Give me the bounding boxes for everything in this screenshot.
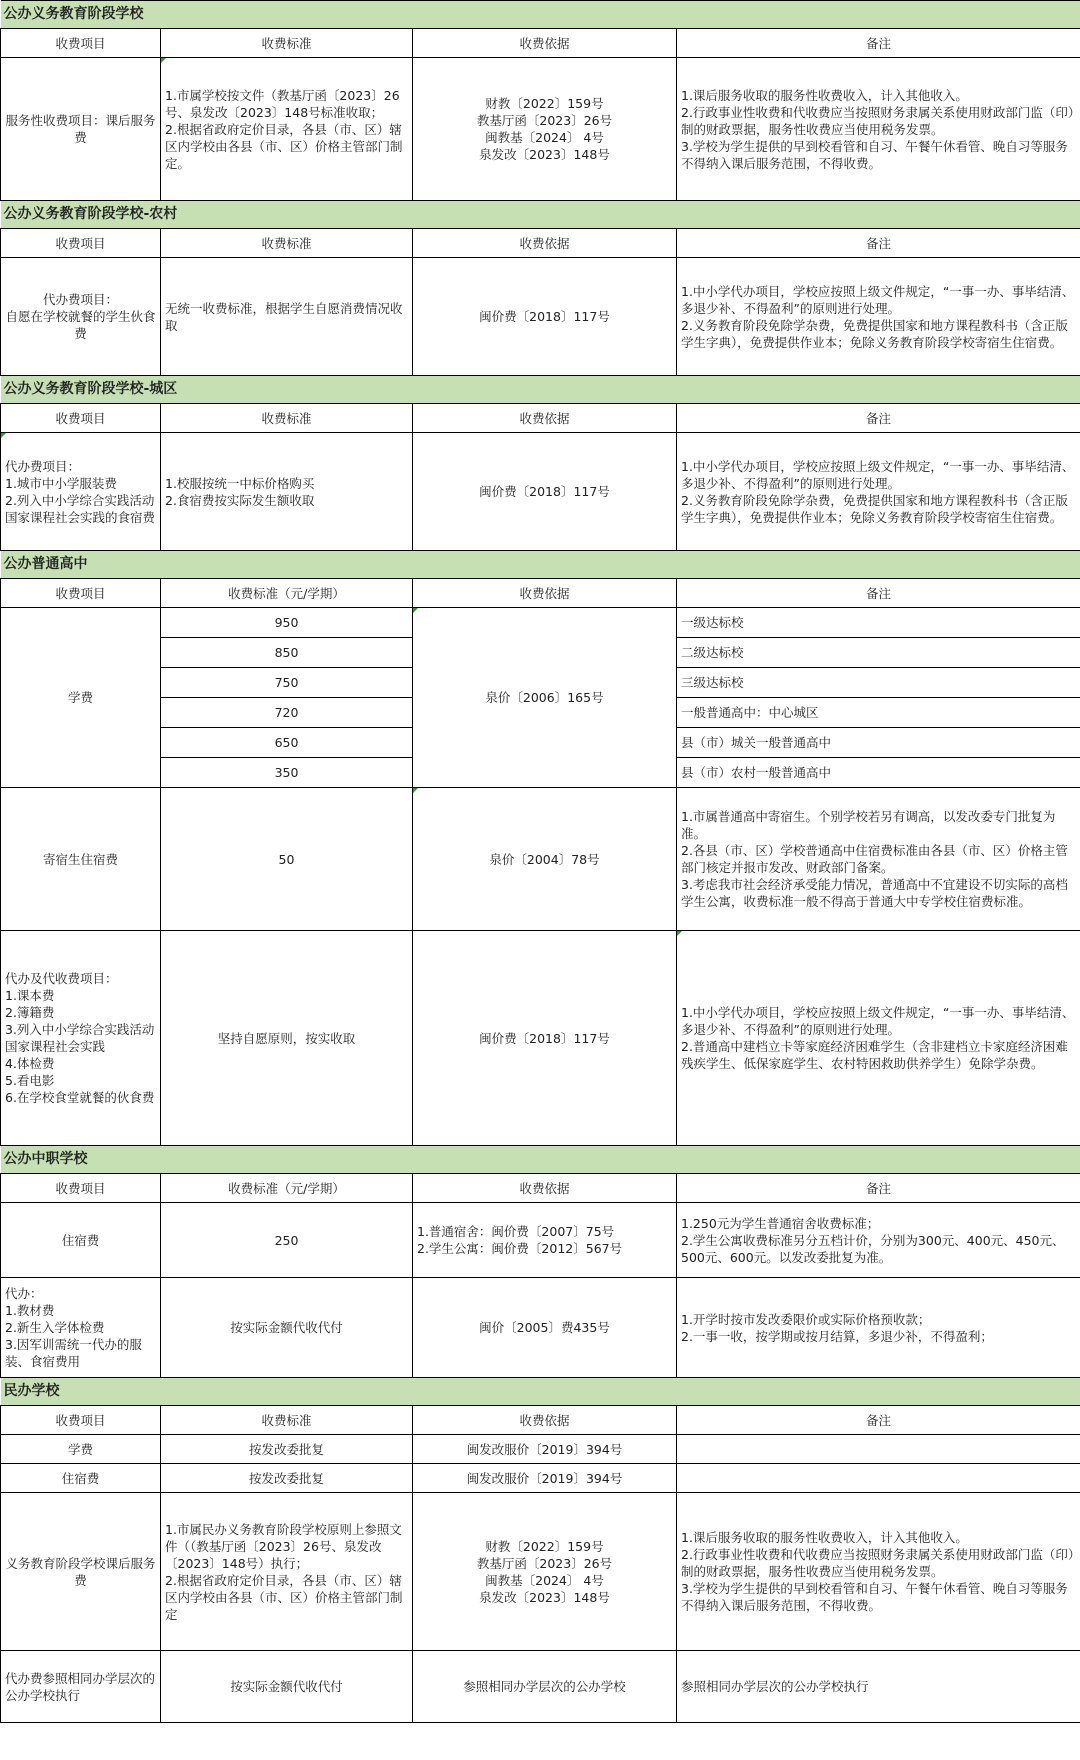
table-row bbox=[1, 931, 1080, 1146]
cell-item: 住宿费 bbox=[1, 1203, 161, 1278]
section-title: 公办义务教育阶段学校-城区 bbox=[1, 376, 1080, 404]
cell-note: 1.课后服务收取的服务性收费收入，计入其他收入。 2.行政事业性收费和代收费应当按照财务隶属关系使用财政部门监（印）制的财政票据，服务性收费应当使用税务发票。 3.学校为学生提供的早到校看管和自习、午餐午休看管、晚自习等服务不得纳入课后服务范围，不得收费。 bbox=[677, 58, 1080, 201]
cell-basis: 参照相同办学层次的公办学校 bbox=[413, 1651, 677, 1723]
section-header bbox=[1, 201, 1080, 229]
cell-standard: 1.市属学校按文件（教基厅函〔2023〕26号、泉发改〔2023〕148号标准收取； 2.根据省政府定价目录，各县（市、区）辖区内学校由各县（市、区）价格主管部门制定。 bbox=[161, 58, 413, 201]
section-header bbox=[1, 551, 1080, 579]
cell-item: 学费 bbox=[1, 608, 161, 788]
header-standard: 收费标准 bbox=[161, 404, 413, 433]
cell-basis: 闽价费〔2018〕117号 bbox=[413, 931, 677, 1146]
table-row bbox=[1, 58, 1080, 201]
section-header bbox=[1, 376, 1080, 404]
cell-basis: 闽价费〔2018〕117号 bbox=[413, 258, 677, 376]
cell-standard: 1.校服按统一中标价格购买 2.食宿费按实际发生额收取 bbox=[161, 433, 413, 551]
cell-item: 学费 bbox=[1, 1435, 161, 1464]
section-title: 公办义务教育阶段学校 bbox=[1, 1, 1080, 29]
cell-note bbox=[677, 1435, 1080, 1464]
cell-standard: 按实际金额代收代付 bbox=[161, 1651, 413, 1723]
header-basis: 收费依据 bbox=[413, 1174, 677, 1203]
column-header-row bbox=[1, 229, 1080, 258]
cell-basis: 闽发改服价〔2019〕394号 bbox=[413, 1435, 677, 1464]
header-item: 收费项目 bbox=[1, 579, 161, 608]
cell-note: 参照相同办学层次的公办学校执行 bbox=[677, 1651, 1080, 1723]
cell-note: 县（市）城关一般普通高中 bbox=[677, 728, 1080, 758]
cell-standard: 250 bbox=[161, 1203, 413, 1278]
column-header-row bbox=[1, 579, 1080, 608]
table-row bbox=[1, 788, 1080, 931]
section-title: 公办中职学校 bbox=[1, 1146, 1080, 1174]
cell-standard: 850 bbox=[161, 638, 413, 668]
cell-note: 二级达标校 bbox=[677, 638, 1080, 668]
header-basis: 收费依据 bbox=[413, 1406, 677, 1435]
cell-note: 1.课后服务收取的服务性收费收入，计入其他收入。 2.行政事业性收费和代收费应当按照财务隶属关系使用财政部门监（印）制的财政票据，服务性收费应当使用税务发票。 3.学校为学生提供的早到校看管和自习、午餐午休看管、晚自习等服务不得纳入课后服务范围，不得收费。 bbox=[677, 1493, 1080, 1651]
cell-note: 1.250元为学生普通宿舍收费标准； 2.学生公寓收费标准另分五档计价，分别为300元、400元、450元、500元、600元。以发改委批复为准。 bbox=[677, 1203, 1080, 1278]
cell-item: 代办费参照相同办学层次的公办学校执行 bbox=[1, 1651, 161, 1723]
cell-item: 住宿费 bbox=[1, 1464, 161, 1493]
table-row bbox=[1, 1493, 1080, 1651]
cell-basis: 闽价费〔2018〕117号 bbox=[413, 433, 677, 551]
cell-note: 1.中小学代办项目，学校应按照上级文件规定，“一事一办、事毕结清、多退少补、不得盈利”的原则进行处理。 2.普通高中建档立卡等家庭经济困难学生（含非建档立卡家庭经济困难残疾学生、低保家庭学生、农村特困救助供养学生）免除学杂费。 bbox=[677, 931, 1080, 1146]
header-standard: 收费标准 bbox=[161, 1406, 413, 1435]
header-item: 收费项目 bbox=[1, 229, 161, 258]
header-basis: 收费依据 bbox=[413, 579, 677, 608]
cell-standard: 按发改委批复 bbox=[161, 1464, 413, 1493]
header-standard: 收费标准（元/学期） bbox=[161, 1174, 413, 1203]
cell-note: 1.市属普通高中寄宿生。个别学校若另有调高，以发改委专门批复为准。 2.各县（市、区）学校普通高中住宿费标准由各县（市、区）价格主管部门核定并报市发改、财政部门备案。 3.考虑我市社会经济承受能力情况，普通高中不宜建设不切实际的高档学生公寓，收费标准一般不得高于普通大中专学校住宿费标准。 bbox=[677, 788, 1080, 931]
section-header bbox=[1, 1146, 1080, 1174]
section-header bbox=[1, 1378, 1080, 1406]
column-header-row bbox=[1, 1406, 1080, 1435]
cell-note: 1.中小学代办项目，学校应按照上级文件规定，“一事一办、事毕结清、多退少补、不得盈利”的原则进行处理。 2.义务教育阶段免除学杂费，免费提供国家和地方课程教科书（含正版学生字典），免费提供作业本；免除义务教育阶段学校寄宿生住宿费。 bbox=[677, 258, 1080, 376]
cell-item: 义务教育阶段学校课后服务费 bbox=[1, 1493, 161, 1651]
column-header-row bbox=[1, 29, 1080, 58]
table-row bbox=[1, 1203, 1080, 1278]
section-title: 民办学校 bbox=[1, 1378, 1080, 1406]
cell-note: 三级达标校 bbox=[677, 668, 1080, 698]
cell-basis: 泉价〔2006〕165号 bbox=[413, 608, 677, 788]
cell-note: 1.开学时按市发改委限价或实际价格预收款； 2.一事一收，按学期或按月结算，多退少补，不得盈利； bbox=[677, 1278, 1080, 1378]
column-header-row bbox=[1, 404, 1080, 433]
cell-standard: 650 bbox=[161, 728, 413, 758]
header-item: 收费项目 bbox=[1, 404, 161, 433]
cell-standard: 750 bbox=[161, 668, 413, 698]
cell-standard: 50 bbox=[161, 788, 413, 931]
table-row bbox=[1, 1464, 1080, 1493]
header-note: 备注 bbox=[677, 404, 1080, 433]
cell-basis: 闽发改服价〔2019〕394号 bbox=[413, 1464, 677, 1493]
table-row bbox=[1, 258, 1080, 376]
cell-item: 代办费项目： 1.城市中小学服装费 2.列入中小学综合实践活动国家课程社会实践的食宿费 bbox=[1, 433, 161, 551]
cell-basis: 泉价〔2004〕78号 bbox=[413, 788, 677, 931]
header-note: 备注 bbox=[677, 29, 1080, 58]
header-standard: 收费标准 bbox=[161, 29, 413, 58]
tuition-row bbox=[1, 608, 1080, 638]
header-item: 收费项目 bbox=[1, 1174, 161, 1203]
table-row bbox=[1, 1651, 1080, 1723]
cell-standard: 坚持自愿原则，按实收取 bbox=[161, 931, 413, 1146]
cell-basis: 财教〔2022〕159号 教基厅函〔2023〕26号 闽教基〔2024〕 4号 泉发改〔2023〕148号 bbox=[413, 1493, 677, 1651]
header-note: 备注 bbox=[677, 1174, 1080, 1203]
section-header bbox=[1, 1, 1080, 29]
cell-basis: 1.普通宿舍：闽价费〔2007〕75号 2.学生公寓：闽价费〔2012〕567号 bbox=[413, 1203, 677, 1278]
cell-item: 代办： 1.教材费 2.新生入学体检费 3.因军训需统一代办的服装、食宿费用 bbox=[1, 1278, 161, 1378]
cell-basis: 闽价〔2005〕费435号 bbox=[413, 1278, 677, 1378]
header-item: 收费项目 bbox=[1, 29, 161, 58]
cell-item: 代办及代收费项目： 1.课本费 2.簿籍费 3.列入中小学综合实践活动国家课程社会实践 4.体检费 5.看电影 6.在学校食堂就餐的伙食费 bbox=[1, 931, 161, 1146]
cell-note: 一级达标校 bbox=[677, 608, 1080, 638]
cell-note bbox=[677, 1464, 1080, 1493]
header-item: 收费项目 bbox=[1, 1406, 161, 1435]
cell-item: 寄宿生住宿费 bbox=[1, 788, 161, 931]
table-row bbox=[1, 433, 1080, 551]
table-row bbox=[1, 1435, 1080, 1464]
cell-standard: 按发改委批复 bbox=[161, 1435, 413, 1464]
cell-standard: 无统一收费标准，根据学生自愿消费情况收取 bbox=[161, 258, 413, 376]
table-row bbox=[1, 1278, 1080, 1378]
cell-note: 一般普通高中：中心城区 bbox=[677, 698, 1080, 728]
column-header-row bbox=[1, 1174, 1080, 1203]
header-note: 备注 bbox=[677, 579, 1080, 608]
cell-note: 1.中小学代办项目，学校应按照上级文件规定，“一事一办、事毕结清、多退少补、不得盈利”的原则进行处理。 2.义务教育阶段免除学杂费，免费提供国家和地方课程教科书（含正版学生字典），免费提供作业本；免除义务教育阶段学校寄宿生住宿费。 bbox=[677, 433, 1080, 551]
cell-standard: 1.市属民办义务教育阶段学校原则上参照文件（（教基厅函〔2023〕26号、泉发改〔2023〕148号）执行； 2.根据省政府定价目录，各县（市、区）辖区内学校由各县（市、区）价格主管部门制定 bbox=[161, 1493, 413, 1651]
section-title: 公办义务教育阶段学校-农村 bbox=[1, 201, 1080, 229]
cell-item: 服务性收费项目：课后服务费 bbox=[1, 58, 161, 201]
cell-basis: 财教〔2022〕159号 教基厅函〔2023〕26号 闽教基〔2024〕 4号 泉发改〔2023〕148号 bbox=[413, 58, 677, 201]
header-note: 备注 bbox=[677, 229, 1080, 258]
header-basis: 收费依据 bbox=[413, 29, 677, 58]
cell-standard: 720 bbox=[161, 698, 413, 728]
header-standard: 收费标准 bbox=[161, 229, 413, 258]
section-title: 公办普通高中 bbox=[1, 551, 1080, 579]
header-note: 备注 bbox=[677, 1406, 1080, 1435]
cell-standard: 950 bbox=[161, 608, 413, 638]
header-standard: 收费标准（元/学期） bbox=[161, 579, 413, 608]
cell-item: 代办费项目： 自愿在学校就餐的学生伙食费 bbox=[1, 258, 161, 376]
cell-standard: 按实际金额代收代付 bbox=[161, 1278, 413, 1378]
header-basis: 收费依据 bbox=[413, 229, 677, 258]
cell-standard: 350 bbox=[161, 758, 413, 788]
header-basis: 收费依据 bbox=[413, 404, 677, 433]
cell-note: 县（市）农村一般普通高中 bbox=[677, 758, 1080, 788]
